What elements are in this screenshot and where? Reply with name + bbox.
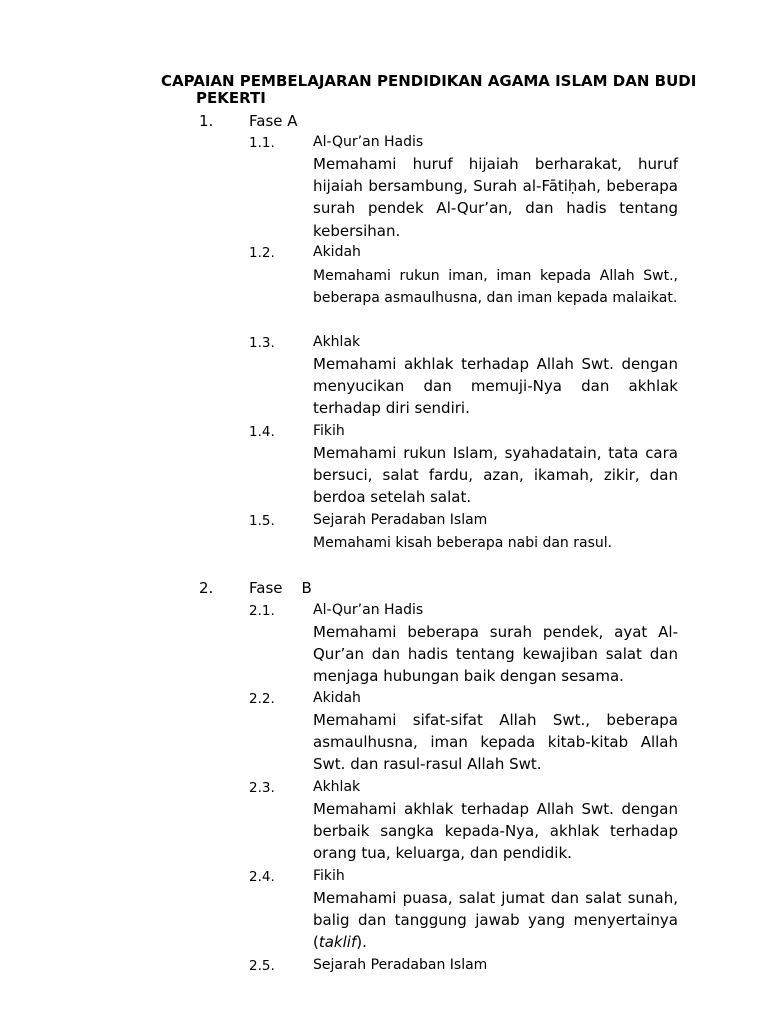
section-number: 1.1. <box>249 135 275 151</box>
section-description: Memahami sifat-sifat Allah Swt., beberapa asmaulhusna, iman kepada kitab-kitab Allah Swt. dan rasul-rasul Allah Swt. <box>313 711 678 774</box>
title-line-2: PEKERTI <box>196 89 266 107</box>
fase-title: Fase B <box>249 579 312 597</box>
section-title: Al-Qur’an Hadis <box>313 602 424 618</box>
section-number: 2.4. <box>249 869 275 885</box>
section-title: Al-Qur’an Hadis <box>313 134 424 150</box>
description-text-end: ). <box>356 933 367 952</box>
section-title: Akhlak <box>313 334 361 350</box>
page-title <box>161 73 696 107</box>
section-title: Akidah <box>313 690 361 706</box>
description-text: Memahami puasa, salat jumat dan salat sunah, balig dan tanggung jawab yang menyertainya ( <box>313 889 678 952</box>
section-number: 1.4. <box>249 424 275 440</box>
title-line-1: CAPAIAN PEMBELAJARAN PENDIDIKAN AGAMA ISLAM DAN BUDI <box>161 72 697 90</box>
section-title: Sejarah Peradaban Islam <box>313 512 488 528</box>
section-description: Memahami akhlak terhadap Allah Swt. dengan berbaik sangka kepada-Nya, akhlak terhadap orang tua, keluarga, dan pendidik. <box>313 800 678 863</box>
section-title: Fikih <box>313 423 345 439</box>
section-number: 2.5. <box>249 958 275 974</box>
fase-number: 2. <box>199 579 214 597</box>
section-number: 2.2. <box>249 691 275 707</box>
section-description: Memahami huruf hijaiah berharakat, huruf hijaiah bersambung, Surah al-Fātiḥah, beberapa surah pendek Al-Qur’an, dan hadis tentang kebersihan. <box>313 155 678 240</box>
section-number: 2.1. <box>249 603 275 619</box>
description-italic-term: taklif <box>318 933 357 952</box>
section-number: 2.3. <box>249 780 275 796</box>
fase-number: 1. <box>199 112 214 130</box>
section-number: 1.3. <box>249 335 275 351</box>
section-title: Akidah <box>313 244 361 260</box>
section-description: Memahami rukun Islam, syahadatain, tata cara bersuci, salat fardu, azan, ikamah, zikir, dan berdoa setelah salat. <box>313 444 678 507</box>
section-number: 1.2. <box>249 245 275 261</box>
section-description: Memahami rukun iman, iman kepada Allah Swt., beberapa asmaulhusna, dan iman kepada malaikat. <box>313 268 678 307</box>
section-description: Memahami kisah beberapa nabi dan rasul. <box>313 535 613 551</box>
section-description: Memahami beberapa surah pendek, ayat Al-Qur’an dan hadis tentang kewajiban salat dan menjaga hubungan baik dengan sesama. <box>313 623 678 686</box>
fase-title: Fase A <box>249 112 298 130</box>
section-title: Fikih <box>313 868 345 884</box>
section-number: 1.5. <box>249 513 275 529</box>
section-title: Akhlak <box>313 779 361 795</box>
section-title: Sejarah Peradaban Islam <box>313 957 488 973</box>
section-description: Memahami akhlak terhadap Allah Swt. dengan menyucikan dan memuji-Nya dan akhlak terhadap diri sendiri. <box>313 355 678 418</box>
section-description <box>313 887 678 954</box>
